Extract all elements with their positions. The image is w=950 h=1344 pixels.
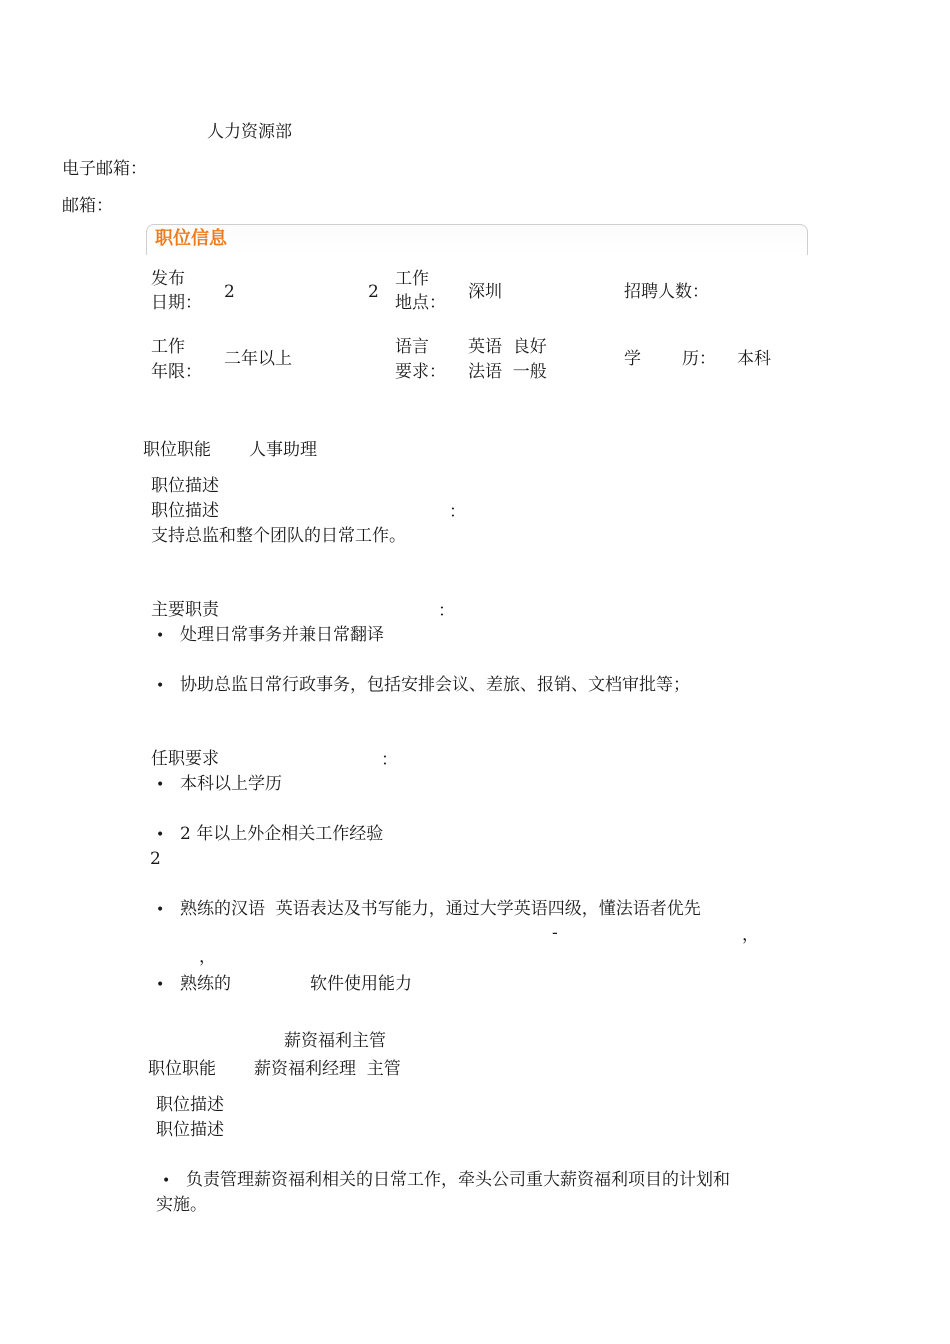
job1-req-3: 熟练的汉语 英语表达及书写能力，通过大学英语四级，懂法语者优先 [180, 899, 701, 919]
education-value: 本科 [737, 349, 771, 369]
job1-duties-colon: ： [438, 601, 455, 621]
bullet-icon: • [156, 902, 165, 918]
job2-function-value: 薪资福利经理 主管 [254, 1059, 401, 1079]
language-label-1: 语言 [395, 337, 429, 357]
education-label-2: 历： [682, 349, 716, 369]
job1-req-3-dash: - [552, 923, 558, 943]
location-value: 深圳 [468, 282, 502, 302]
headcount-label: 招聘人数： [624, 282, 709, 302]
job1-function-label: 职位职能 [143, 440, 211, 460]
work-years-label-2: 年限： [151, 362, 202, 382]
job1-desc-text: 支持总监和整个团队的日常工作。 [151, 526, 406, 546]
job1-req-4b: 软件使用能力 [310, 974, 412, 994]
job1-function-value: 人事助理 [249, 440, 317, 460]
bullet-icon: • [156, 678, 165, 694]
job1-req-colon: ： [381, 750, 398, 770]
publish-date-label-2: 日期： [151, 293, 202, 313]
job1-req-4a: 熟练的 [180, 974, 231, 994]
job1-duties-heading: 主要职责 [151, 600, 219, 620]
work-years-value: 二年以上 [224, 349, 292, 369]
location-label-1: 工作 [395, 269, 429, 289]
job2-desc-heading: 职位描述 [156, 1095, 224, 1115]
job2-desc-heading-2: 职位描述 [156, 1120, 224, 1140]
job2-function-label: 职位职能 [148, 1059, 216, 1079]
job1-req-3-comma-b: ， [199, 947, 216, 967]
department-name: 人力资源部 [207, 122, 292, 142]
publish-date-label-1: 发布 [151, 269, 185, 289]
job-info-panel [146, 224, 808, 255]
location-label-2: 地点： [395, 293, 446, 313]
job2-title: 薪资福利主管 [284, 1031, 386, 1051]
job1-desc-colon: ： [449, 502, 466, 522]
bullet-icon: • [156, 777, 165, 793]
job1-req-1: 本科以上学历 [180, 774, 282, 794]
job1-desc-heading: 职位描述 [151, 476, 219, 496]
language-value-2: 法语 一般 [468, 362, 547, 382]
job1-req-heading: 任职要求 [151, 749, 219, 769]
job1-req-2: 2 年以上外企相关工作经验 [180, 824, 384, 844]
bullet-icon: • [156, 827, 165, 843]
bullet-icon: • [156, 628, 165, 644]
email-label: 电子邮箱： [62, 159, 147, 179]
publish-date-value-a: 2 [224, 282, 235, 302]
job2-desc-line-2: 实施。 [156, 1195, 207, 1215]
job1-desc-heading-2: 职位描述 [151, 501, 219, 521]
publish-date-value-b: 2 [368, 282, 379, 302]
bullet-icon: • [162, 1173, 171, 1189]
education-label-1: 学 [624, 349, 641, 369]
language-value-1: 英语 良好 [468, 337, 547, 357]
panel-title: 职位信息 [155, 228, 227, 249]
work-years-label-1: 工作 [151, 337, 185, 357]
mailbox-label: 邮箱： [62, 196, 113, 216]
job1-req-3-comma-a: ， [742, 925, 759, 945]
job1-duty-1: 处理日常事务并兼日常翻译 [180, 625, 384, 645]
language-label-2: 要求： [395, 362, 446, 382]
bullet-icon: • [156, 977, 165, 993]
job1-req-2-stray: 2 [150, 849, 161, 869]
job1-duty-2: 协助总监日常行政事务，包括安排会议、差旅、报销、文档审批等； [180, 675, 690, 695]
job2-desc-line-1: 负责管理薪资福利相关的日常工作，牵头公司重大薪资福利项目的计划和 [186, 1170, 730, 1190]
